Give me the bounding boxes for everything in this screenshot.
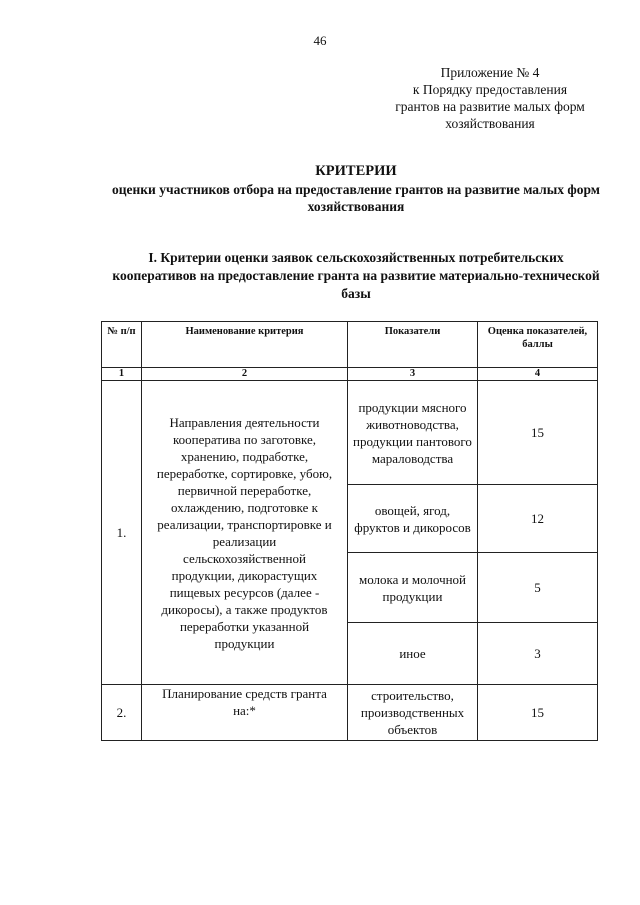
column-number: 4 <box>478 368 598 381</box>
indicator-text: строительство, производственных объектов <box>348 685 478 741</box>
row-number: 1. <box>102 381 142 685</box>
table-header-row <box>102 322 598 368</box>
column-number-row <box>102 368 598 381</box>
row-number: 2. <box>102 685 142 741</box>
appendix-line: к Порядку предоставления <box>412 82 568 97</box>
criterion-name: Направления деятельности кооператива по заготовке, хранению, подработке, переработке, сортировке, убою, первичной переработке, охлаждению, подготовке к реализации, транспортировке и реализации сельскохозяйственной продукции, дикорастущих пищевых ресурсов (далее - дикоросы), а также продуктов переработки указанной продукции <box>142 381 348 685</box>
table-row <box>102 685 598 741</box>
header-score: Оценка показателей, баллы <box>478 322 598 368</box>
page-number: 46 <box>313 33 327 48</box>
appendix-note <box>372 64 608 132</box>
header-indicators: Показатели <box>348 322 478 368</box>
column-number: 3 <box>348 368 478 381</box>
indicator-text: овощей, ягод, фруктов и дикоросов <box>348 485 478 553</box>
indicator-score: 12 <box>478 485 598 553</box>
appendix-line: хозяйствования <box>445 116 535 131</box>
criteria-table <box>101 321 598 741</box>
section-heading: I. Критерии оценки заявок сельскохозяйственных потребительских кооперативов на предоставление гранта на развитие материально-технической базы <box>112 250 600 301</box>
document-subtitle: оценки участников отбора на предоставление грантов на развитие малых форм хозяйствования <box>111 182 601 214</box>
table-row <box>102 381 598 485</box>
indicator-score: 5 <box>478 553 598 623</box>
indicator-text: продукции мясного животноводства, продукции пантового мараловодства <box>348 381 478 485</box>
indicator-text: иное <box>348 623 478 685</box>
appendix-line: грантов на развитие малых форм <box>395 99 585 114</box>
indicator-text: молока и молочной продукции <box>348 553 478 623</box>
header-criterion: Наименование критерия <box>142 322 348 368</box>
header-number: № п/п <box>102 322 142 368</box>
column-number: 2 <box>142 368 348 381</box>
indicator-score: 15 <box>478 381 598 485</box>
appendix-line: Приложение № 4 <box>440 65 540 80</box>
criterion-name: Планирование средств гранта на:* <box>142 685 348 741</box>
document-title: КРИТЕРИИ <box>315 163 397 179</box>
column-number: 1 <box>102 368 142 381</box>
indicator-score: 3 <box>478 623 598 685</box>
indicator-score: 15 <box>478 685 598 741</box>
